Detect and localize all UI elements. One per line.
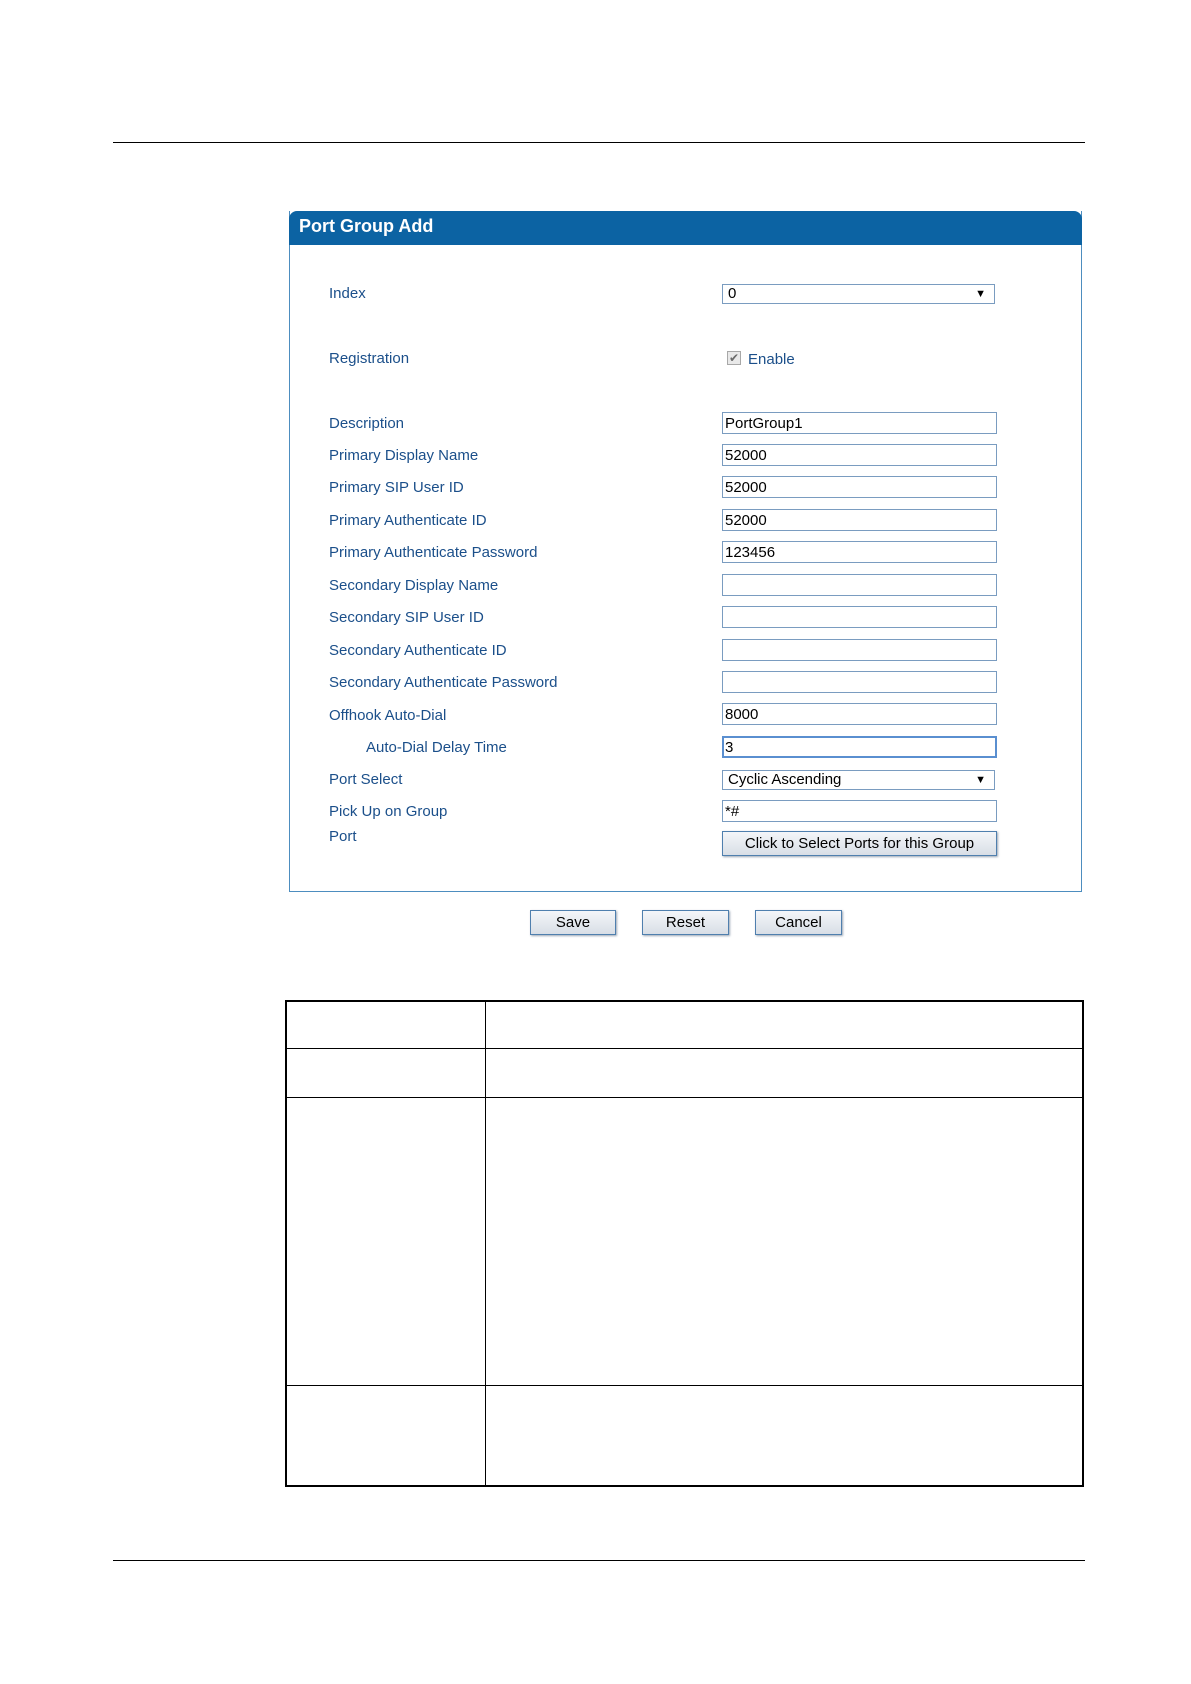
registration-label: Registration xyxy=(329,350,410,367)
offhook-auto-dial-label: Offhook Auto-Dial xyxy=(329,707,447,724)
secondary-sip-user-id-label: Secondary SIP User ID xyxy=(329,609,484,626)
primary-sip-user-id-label: Primary SIP User ID xyxy=(329,479,464,496)
secondary-authenticate-id-input[interactable] xyxy=(722,639,997,661)
table-row-divider xyxy=(287,1048,1082,1049)
description-input[interactable] xyxy=(722,412,997,434)
registration-enable-label: Enable xyxy=(748,351,795,368)
page-header-rule xyxy=(113,142,1085,143)
primary-authenticate-password-label: Primary Authenticate Password xyxy=(329,544,538,561)
auto-dial-delay-time-input[interactable] xyxy=(722,736,997,758)
secondary-authenticate-id-label: Secondary Authenticate ID xyxy=(329,642,507,659)
checkmark-icon: ✔ xyxy=(728,351,740,365)
table-row-divider xyxy=(287,1097,1082,1098)
offhook-auto-dial-input[interactable] xyxy=(722,703,997,725)
primary-display-name-label: Primary Display Name xyxy=(329,447,479,464)
chevron-down-icon: ▼ xyxy=(975,288,986,300)
index-label: Index xyxy=(329,285,366,302)
pick-up-on-group-input[interactable] xyxy=(722,800,997,822)
table-row-divider xyxy=(287,1385,1082,1386)
port-label: Port xyxy=(329,828,357,845)
parameter-description-table xyxy=(285,1000,1084,1487)
primary-display-name-input[interactable] xyxy=(722,444,997,466)
secondary-authenticate-password-label: Secondary Authenticate Password xyxy=(329,674,558,691)
auto-dial-delay-time-label: Auto-Dial Delay Time xyxy=(366,739,507,756)
secondary-sip-user-id-input[interactable] xyxy=(722,606,997,628)
cancel-button[interactable]: Cancel xyxy=(755,910,842,935)
reset-button[interactable]: Reset xyxy=(642,910,729,935)
primary-authenticate-id-input[interactable] xyxy=(722,509,997,531)
port-select-label: Port Select xyxy=(329,771,403,788)
primary-authenticate-id-label: Primary Authenticate ID xyxy=(329,512,487,529)
secondary-display-name-input[interactable] xyxy=(722,574,997,596)
port-select-value: Cyclic Ascending xyxy=(728,771,842,788)
primary-authenticate-password-input[interactable] xyxy=(722,541,997,563)
secondary-display-name-label: Secondary Display Name xyxy=(329,577,499,594)
index-select-value: 0 xyxy=(728,285,737,302)
description-label: Description xyxy=(329,415,405,432)
secondary-authenticate-password-input[interactable] xyxy=(722,671,997,693)
primary-sip-user-id-input[interactable] xyxy=(722,476,997,498)
page-footer-rule xyxy=(113,1560,1085,1561)
table-column-divider xyxy=(485,1002,486,1485)
index-select[interactable] xyxy=(722,284,995,304)
panel-title: Port Group Add xyxy=(289,211,1082,245)
port-select-dropdown[interactable] xyxy=(722,770,995,790)
select-ports-button[interactable]: Click to Select Ports for this Group xyxy=(722,831,997,856)
pick-up-on-group-label: Pick Up on Group xyxy=(329,803,448,820)
save-button[interactable]: Save xyxy=(530,910,616,935)
chevron-down-icon: ▼ xyxy=(975,774,986,786)
registration-enable-checkbox[interactable] xyxy=(727,351,741,365)
